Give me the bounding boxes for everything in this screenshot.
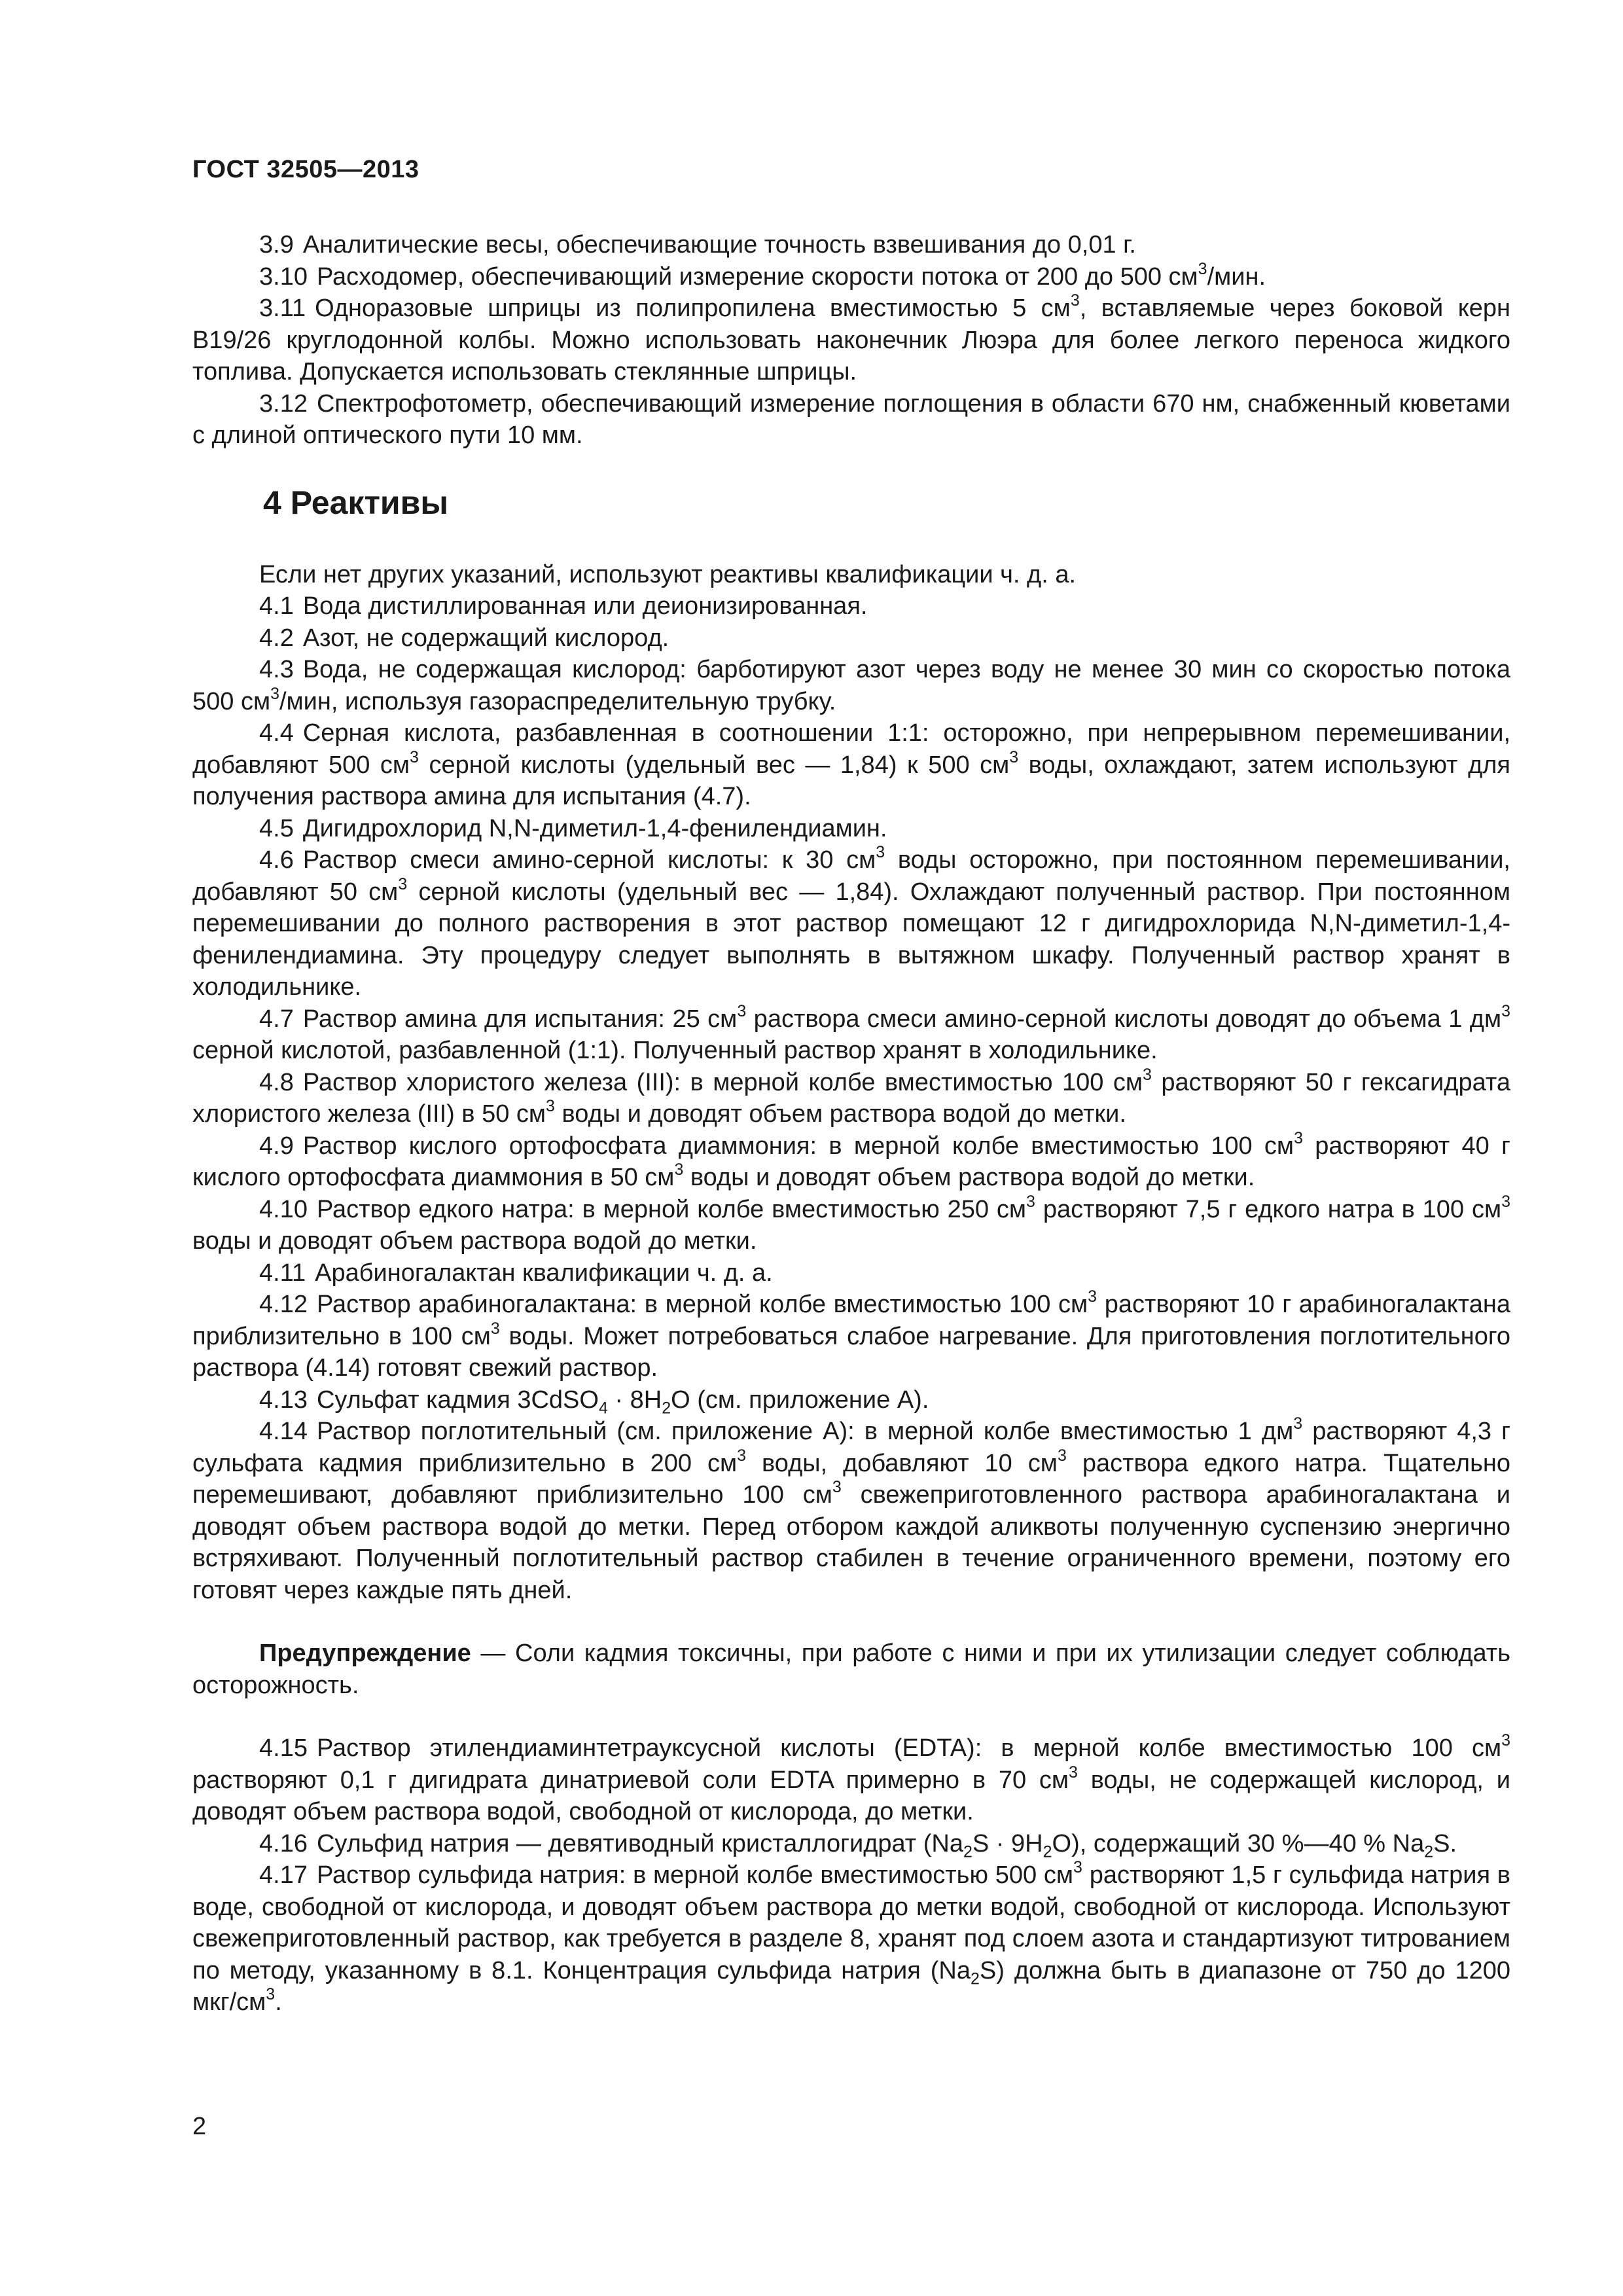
clause-3-11 xyxy=(192,293,1510,388)
clause-number: 4.7 xyxy=(259,1005,294,1033)
clause-4-8 xyxy=(192,1067,1510,1130)
spacer xyxy=(192,1701,1510,1732)
clause-number: 4.8 xyxy=(259,1068,294,1096)
superscript: 3 xyxy=(270,684,279,703)
clause-3-12 xyxy=(192,388,1510,452)
clause-4-5 xyxy=(192,813,1510,845)
subscript: 4 xyxy=(598,1399,608,1418)
clause-number: 4.3 xyxy=(259,656,294,683)
clause-text: Серная кислота, разбавленная в соотношении 1:1: осторожно, при непрерывном перемешивании, добавляют 500 см xyxy=(192,719,1510,779)
superscript: 3 xyxy=(1143,1065,1152,1084)
superscript: 3 xyxy=(1293,1414,1303,1433)
clause-text: . xyxy=(275,1988,282,2016)
clause-4-11 xyxy=(192,1257,1510,1289)
superscript: 3 xyxy=(876,843,885,862)
subscript: 2 xyxy=(963,1842,972,1861)
clause-text: S. xyxy=(1433,1829,1457,1857)
superscript: 3 xyxy=(1501,1001,1511,1020)
superscript: 3 xyxy=(1501,1731,1510,1750)
clause-number: 4.16 xyxy=(259,1829,308,1857)
clause-4-10 xyxy=(192,1194,1510,1257)
clause-4-16 xyxy=(192,1828,1510,1860)
clause-4-14 xyxy=(192,1416,1510,1606)
clause-text: Раствор хлористого железа (III): в мерной колбе вместимостью 100 см xyxy=(302,1068,1143,1096)
superscript: 3 xyxy=(737,1001,747,1020)
clause-number: 3.9 xyxy=(259,231,294,259)
clause-number: 4.1 xyxy=(259,592,294,620)
clause-text: воды. Может потребоваться слабое нагревание. Для приготовления поглотительного раствора (4.14) готовят свежий раствор. xyxy=(192,1322,1510,1382)
clause-text: Раствор этилендиаминтетрауксусной кислоты (EDTA): в мерной колбе вместимостью 100 см xyxy=(316,1734,1502,1762)
clause-text: Раствор едкого натра: в мерной колбе вместимостью 250 см xyxy=(316,1195,1027,1223)
clause-number: 4.14 xyxy=(259,1418,308,1445)
clause-text: Арабиногалактан квалификации ч. д. а. xyxy=(315,1259,773,1287)
clause-4-7 xyxy=(192,1003,1510,1067)
clause-number: 4.17 xyxy=(259,1861,308,1889)
clause-text: Сульфид натрия — девятиводный кристаллогидрат (Na xyxy=(316,1829,963,1857)
clause-4-15 xyxy=(192,1732,1510,1828)
clause-text: воды, добавляют 10 см xyxy=(746,1449,1058,1477)
clause-text: серной кислоты (удельный вес — 1,84) к 500 см xyxy=(418,751,1010,779)
clause-4-4 xyxy=(192,717,1510,813)
clause-number: 3.10 xyxy=(259,262,308,291)
clause-text: /мин, используя газораспределительную трубку. xyxy=(279,687,836,715)
clause-number: 4.11 xyxy=(259,1259,306,1287)
clause-text: растворяют 0,1 г дигидрата динатриевой соли EDTA примерно в 70 см xyxy=(192,1766,1069,1794)
subscript: 2 xyxy=(1424,1842,1434,1861)
clause-text: Раствор амина для испытания: 25 см xyxy=(302,1005,738,1033)
clause-text: растворяют 10 г арабиногалактана приблизительно в 100 см xyxy=(192,1291,1510,1350)
superscript: 3 xyxy=(1057,1446,1067,1465)
clause-text: · 8H xyxy=(607,1386,662,1414)
clause-4-17 xyxy=(192,1859,1510,2018)
clause-text: Раствор кислого ортофосфата диаммония: в мерной колбе вместимостью 100 см xyxy=(302,1132,1294,1160)
clause-text: S · 9H xyxy=(972,1829,1043,1857)
subscript: 2 xyxy=(662,1399,671,1418)
clause-number: 4.5 xyxy=(259,814,294,842)
clause-number: 4.15 xyxy=(259,1734,308,1762)
clause-4-13 xyxy=(192,1384,1510,1416)
clause-number: 3.12 xyxy=(259,389,308,418)
clause-text: Вода, не содержащая кислород: барботируют азот через воду не менее 30 мин со скоростью потока 500 см xyxy=(192,656,1510,715)
clause-text: раствора едкого натра. Тщательно перемешивают, добавляют приблизительно 100 см xyxy=(192,1449,1510,1509)
clause-text: Раствор поглотительный (см. приложение А): в мерной колбе вместимостью 1 дм xyxy=(316,1418,1294,1445)
clause-text: растворяют 50 г гексагидрата хлористого железа (III) в 50 см xyxy=(192,1068,1511,1128)
warning-label: Предупреждение xyxy=(259,1640,471,1667)
clause-text: /мин. xyxy=(1207,262,1266,291)
warning-text: — Соли кадмия токсичны, при работе с ними и при их утилизации следует соблюдать осторожность. xyxy=(192,1640,1510,1699)
clause-text: воды, охлаждают, затем используют для получения раствора амина для испытания (4.7). xyxy=(192,751,1510,810)
clause-4-9 xyxy=(192,1130,1510,1194)
clause-text: S) должна быть в диапазоне от 750 до 1200 мкг/см xyxy=(192,1956,1510,2016)
clause-number: 4.12 xyxy=(259,1291,308,1318)
warning-note xyxy=(192,1638,1510,1701)
clause-number: 4.13 xyxy=(259,1386,308,1414)
superscript: 3 xyxy=(737,1446,747,1465)
clause-3-10 xyxy=(192,261,1510,293)
clause-number: 4.10 xyxy=(259,1195,308,1223)
superscript: 3 xyxy=(1070,291,1080,310)
clause-text: Азот, не содержащий кислород. xyxy=(302,624,669,652)
clause-text: воды и доводят объем раствора водой до метки. xyxy=(192,1227,757,1255)
superscript: 3 xyxy=(1501,1192,1510,1211)
clause-text: раствора смеси амино-серной кислоты доводят до объема 1 дм xyxy=(746,1005,1502,1033)
clause-number: 3.11 xyxy=(259,295,306,322)
clause-text: серной кислоты (удельный вес — 1,84). Охлаждают полученный раствор. При постоянном перемешивании до полного растворения в этот раствор помещают 12 г дигидрохлорида N,N-диметил-1,4-фенилендиамина. Эту процедуру следует выполнять в вытяжном шкафу. Полученный раствор хранят в холодильнике. xyxy=(192,878,1510,1001)
superscript: 3 xyxy=(1069,1763,1078,1782)
clause-text: Сульфат кадмия 3CdSO xyxy=(316,1386,599,1414)
clause-text: O), содержащий 30 %—40 % Na xyxy=(1052,1829,1425,1857)
superscript: 3 xyxy=(546,1097,555,1116)
clause-number: 4.2 xyxy=(259,624,294,652)
clause-4-6 xyxy=(192,844,1510,1003)
page-number: 2 xyxy=(192,2113,207,2140)
section-title: 4 Реактивы xyxy=(263,484,449,521)
clause-text: свежеприготовленного раствора арабиногалактана и доводят объем раствора водой до метки. Перед отбором каждой аликвоты полученную суспензию энергично встряхивают. Полученный поглотительный раствор стабилен в течение ограниченного времени, поэтому его готовят через каждые пять дней. xyxy=(192,1481,1510,1604)
clause-text: Спектрофотометр, обеспечивающий измерение поглощения в области 670 нм, снабженный кюветами с длиной оптического пути 10 мм. xyxy=(192,389,1510,449)
clause-text: O (см. приложение А). xyxy=(671,1386,929,1414)
superscript: 3 xyxy=(1026,1192,1035,1211)
clause-text: растворяют 1,5 г сульфида натрия в воде, свободной от кислорода, и доводят объем раствора до метки водой, свободной от кислорода. Используют свежеприготовленный раствор, как требуется в разделе 8, хранят под слоем азота и стандартизуют титрованием по методу, указанному в 8.1. Концентрация сульфида натрия (Na xyxy=(192,1861,1510,1984)
spacer xyxy=(192,1606,1510,1638)
clause-number: 4.4 xyxy=(259,719,294,747)
clause-text: серной кислотой, разбавленной (1:1). Полученный раствор хранят в холодильнике. xyxy=(192,1037,1158,1064)
clause-4-12 xyxy=(192,1289,1510,1384)
clause-text: растворяют 40 г кислого ортофосфата диаммония в 50 см xyxy=(192,1132,1510,1191)
clause-4-3 xyxy=(192,654,1510,717)
clause-text: воды, не содержащей кислород, и доводят объем раствора водой, свободной от кислорода, до метки. xyxy=(192,1766,1510,1825)
clause-4-1 xyxy=(192,590,1510,622)
clause-text: растворяют 7,5 г едкого натра в 100 см xyxy=(1035,1195,1502,1223)
clause-4-2 xyxy=(192,622,1510,655)
superscript: 3 xyxy=(266,1985,276,2004)
superscript: 3 xyxy=(1009,747,1019,766)
document-body xyxy=(192,229,1510,2018)
superscript: 3 xyxy=(1198,259,1207,278)
superscript: 3 xyxy=(832,1478,842,1497)
clause-text: воды и доводят объем раствора водой до метки. xyxy=(554,1100,1126,1128)
clause-text: Аналитические весы, обеспечивающие точность взвешивания до 0,01 г. xyxy=(302,231,1136,259)
superscript: 3 xyxy=(1088,1287,1097,1306)
clause-text: Раствор сульфида натрия: в мерной колбе вместимостью 500 см xyxy=(316,1861,1074,1889)
superscript: 3 xyxy=(674,1160,684,1179)
clause-text: Одноразовые шприцы из полипропилена вместимостью 5 см xyxy=(315,295,1071,322)
clause-text: Вода дистиллированная или деионизированная. xyxy=(302,592,868,620)
clause-number: 4.9 xyxy=(259,1132,294,1160)
section-intro: Если нет других указаний, используют реактивы квалификации ч. д. а. xyxy=(259,560,1077,588)
superscript: 3 xyxy=(410,747,419,766)
clause-text: Раствор арабиногалактана: в мерной колбе вместимостью 100 см xyxy=(316,1291,1088,1318)
clause-3-9 xyxy=(192,229,1510,261)
clause-text: Раствор смеси амино-серной кислоты: к 30 см xyxy=(302,846,876,874)
subscript: 2 xyxy=(1043,1842,1052,1861)
clause-text: , вставляемые через боковой керн B19/26 круглодонной колбы. Можно использовать наконечник Люэра для более легкого переноса жидкого топлива. Допускается использовать стеклянные шприцы. xyxy=(192,295,1510,386)
clause-text: растворяют 4,3 г сульфата кадмия приблизительно в 200 см xyxy=(192,1418,1511,1477)
clause-text: Дигидрохлорид N,N-диметил-1,4-фенилендиамин. xyxy=(302,814,887,842)
clause-number: 4.6 xyxy=(259,846,294,874)
superscript: 3 xyxy=(1294,1128,1303,1147)
superscript: 3 xyxy=(490,1319,500,1338)
clause-text: воды и доводят объем раствора водой до метки. xyxy=(683,1164,1255,1191)
superscript: 3 xyxy=(398,874,408,893)
clause-text: Расходомер, обеспечивающий измерение скорости потока от 200 до 500 см xyxy=(316,262,1198,291)
subscript: 2 xyxy=(971,1969,980,1988)
document-code-header: ГОСТ 32505—2013 xyxy=(192,156,419,183)
superscript: 3 xyxy=(1073,1858,1082,1877)
clause-text: воды осторожно, при постоянном перемешивании, добавляют 50 см xyxy=(192,846,1510,906)
